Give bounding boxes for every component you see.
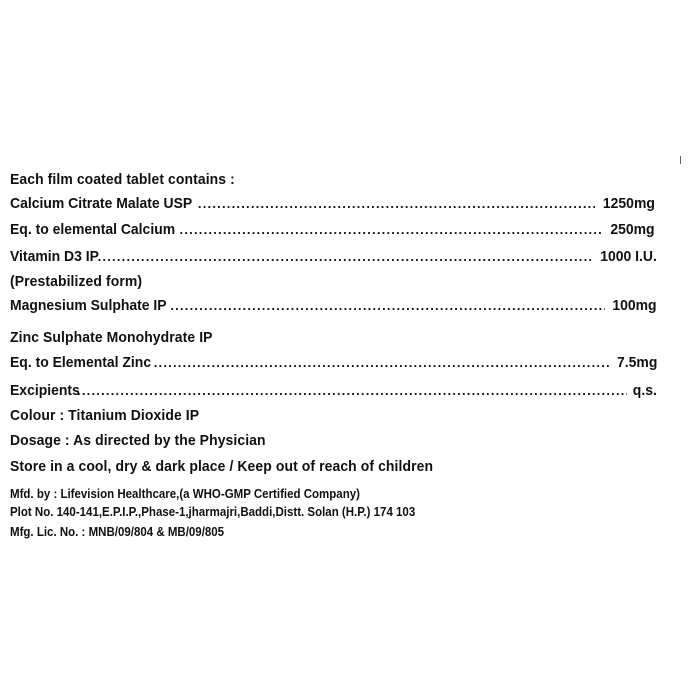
- ingredient-qty: 250mg: [610, 221, 655, 238]
- ingredient-qty: 7.5mg: [616, 354, 657, 371]
- composition-heading: Each film coated tablet contains :: [10, 171, 235, 188]
- storage-line: Store in a cool, dry & dark place / Keep out of reach of children: [10, 458, 434, 475]
- zinc-heading: Zinc Sulphate Monohydrate IP: [10, 329, 213, 346]
- ingredient-qty: 100mg: [612, 297, 657, 314]
- ingredient-name: Calcium Citrate Malate USP: [10, 195, 193, 212]
- ingredient-row-vitamin-d3: [10, 248, 657, 266]
- ingredient-name: Magnesium Sulphate IP: [10, 297, 167, 314]
- edge-mark: [680, 156, 681, 164]
- ingredient-qty: 1250mg: [603, 195, 655, 212]
- ingredient-row-excipients: [10, 382, 657, 400]
- leader-dots: [154, 354, 610, 372]
- ingredient-row-calcium-citrate: [10, 195, 655, 213]
- ingredient-name: Vitamin D3 IP: [10, 248, 99, 265]
- ingredient-row-elemental-zinc: [10, 354, 657, 372]
- ingredient-row-magnesium: [10, 297, 657, 315]
- leader-dots: [98, 248, 593, 266]
- vitamin-note: (Prestabilized form): [10, 273, 143, 290]
- ingredient-name: Eq. to elemental Calcium: [10, 221, 176, 238]
- leader-dots: [77, 382, 627, 400]
- leader-dots: [180, 221, 604, 239]
- leader-dots: [170, 297, 605, 315]
- colour-line: Colour : Titanium Dioxide IP: [10, 407, 200, 424]
- dosage-line: Dosage : As directed by the Physician: [10, 432, 266, 449]
- manufacturer-line: Mfd. by : Lifevision Healthcare,(a WHO-GMP Certified Company): [10, 487, 360, 501]
- ingredient-name: Eq. to Elemental Zinc: [10, 354, 152, 371]
- ingredient-qty: q.s.: [632, 382, 657, 399]
- address-line: Plot No. 140-141,E.P.I.P.,Phase-1,jharmajri,Baddi,Distt. Solan (H.P.) 174 103: [10, 505, 416, 519]
- ingredient-name: Excipients: [10, 382, 80, 399]
- ingredient-qty: 1000 I.U.: [600, 248, 657, 265]
- license-line: Mfg. Lic. No. : MNB/09/804 & MB/09/805: [10, 525, 225, 539]
- ingredient-row-elemental-calcium: [10, 221, 655, 239]
- leader-dots: [198, 195, 595, 213]
